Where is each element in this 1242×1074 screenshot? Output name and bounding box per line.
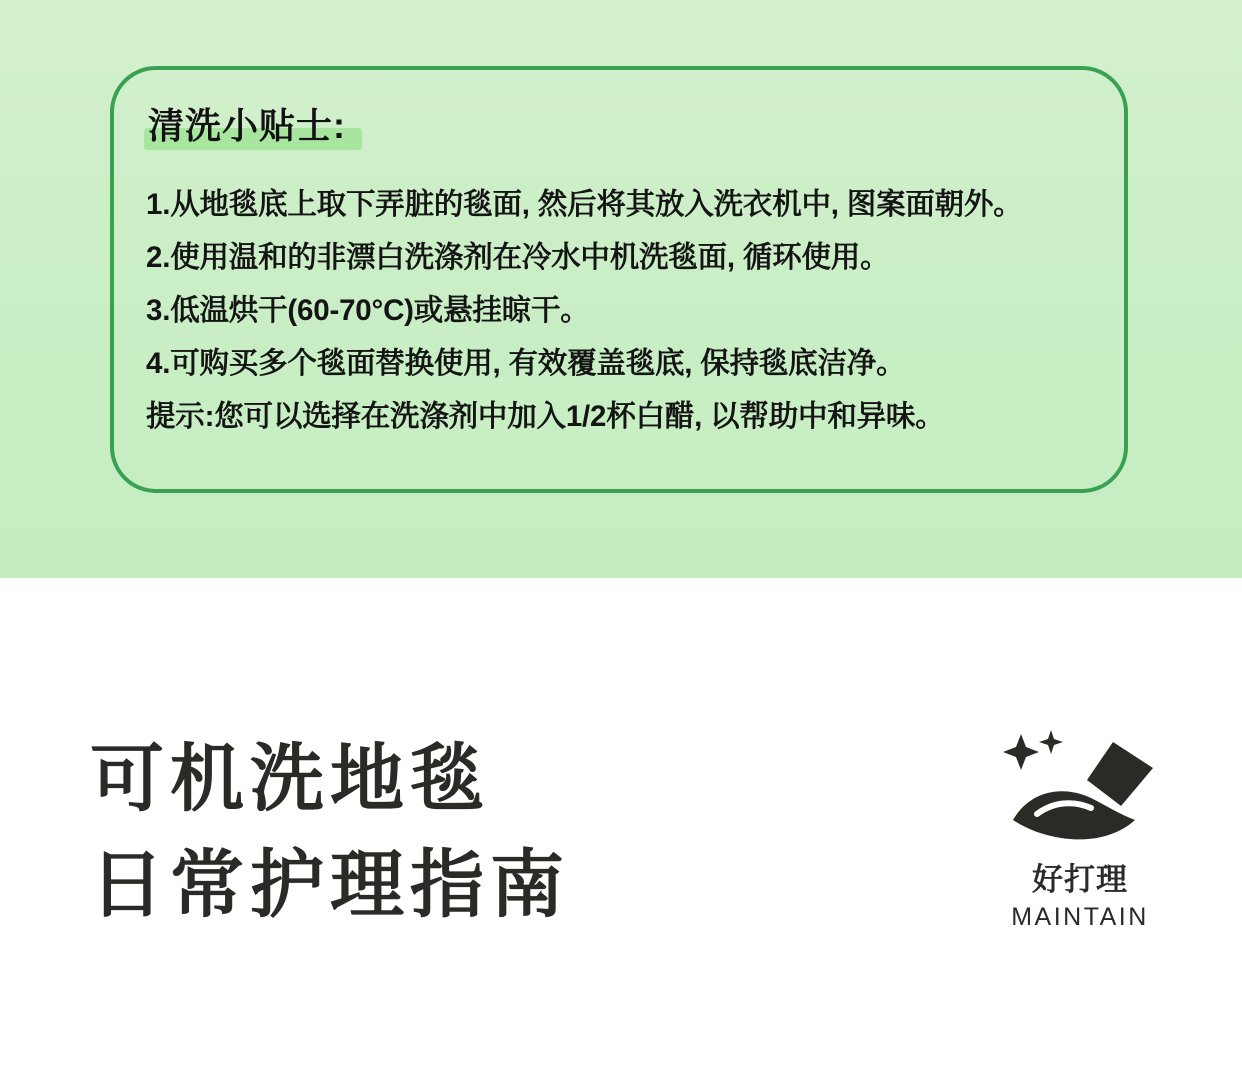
page-title [90,726,570,938]
badge-label-en: MAINTAIN [1011,903,1149,931]
cleaning-tips-card [110,66,1128,493]
tips-line: 2.使用温和的非漂白洗涤剂在冷水中机洗毯面, 循环使用。 [146,241,890,274]
tips-line: 提示:您可以选择在洗涤剂中加入1/2杯白醋, 以帮助中和异味。 [146,400,945,433]
headline-section [0,578,1242,1074]
tips-line: 1.从地毯底上取下弄脏的毯面, 然后将其放入洗衣机中, 图案面朝外。 [146,188,1023,221]
cleaning-tips-title: 清洗小贴士: [148,105,346,146]
maintain-badge [990,728,1170,932]
page-title-line-2: 日常护理指南 [90,843,570,926]
badge-label-cn: 好打理 [1032,862,1128,897]
page-title-line-1: 可机洗地毯 [90,737,490,820]
cleaning-tips-title-wrap [144,98,350,149]
tips-line: 3.低温烘干(60-70°C)或悬挂晾干。 [146,294,590,327]
sparkle-cloth-icon [995,728,1165,848]
cleaning-tips-list [146,178,1096,443]
tips-line: 4.可购买多个毯面替换使用, 有效覆盖毯底, 保持毯底洁净。 [146,347,906,380]
